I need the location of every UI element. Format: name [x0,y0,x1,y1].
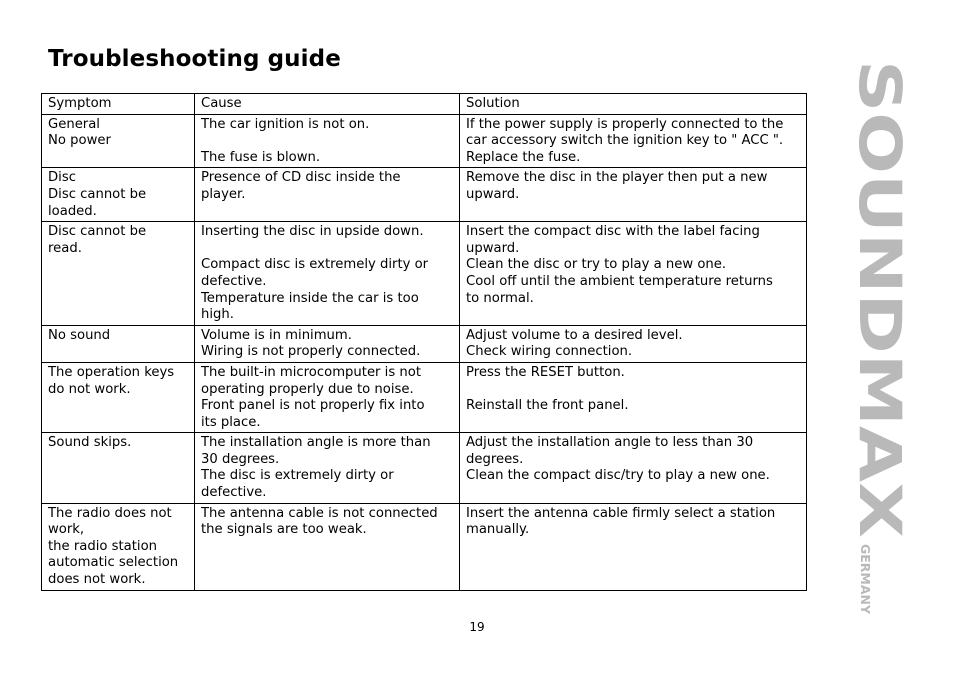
cell-line: Reinstall the front panel. [466,398,629,414]
table-row [42,222,807,326]
cell-cause [195,503,460,590]
cell-cause [195,325,460,362]
cell-line: Press the RESET button. [466,364,625,380]
cell-line: No sound [48,327,111,343]
cell-symptom [42,503,195,590]
cell-cause [195,114,460,168]
cell-solution [460,222,807,326]
cell-symptom [42,325,195,362]
page-number: 19 [469,620,485,634]
cell-line: its place. [201,414,261,430]
cell-line: Replace the fuse. [466,149,581,165]
cell-cause [195,433,460,503]
cell-solution [460,362,807,432]
cell-line: Disc cannot be [48,186,147,202]
cell-line: do not work. [48,381,131,397]
cell-line: to normal. [466,290,534,306]
cell-line: The antenna cable is not connected [201,505,438,521]
table-header-row [42,94,807,115]
cell-line: Disc [48,170,76,186]
cell-line: the signals are too weak. [201,522,367,538]
cell-line: Front panel is not properly fix into [201,398,425,414]
cell-symptom [42,433,195,503]
cell-cause [195,222,460,326]
troubleshooting-table [41,93,807,591]
cell-line: operating properly due to noise. [201,381,414,397]
cell-line: Insert the antenna cable firmly select a station [466,505,776,521]
cell-line: player. [201,186,246,202]
column-header-symptom: Symptom [42,94,195,115]
cell-line: Adjust the installation angle to less than 30 [466,435,754,451]
column-header-cause: Cause [195,94,460,115]
cell-line [201,241,453,258]
cell-line: the radio station [48,538,158,554]
table-row [42,362,807,432]
brand-country: GERMANY [858,544,872,612]
cell-cause [195,362,460,432]
column-header-solution: Solution [460,94,807,115]
cell-line: The installation angle is more than [201,435,431,451]
cell-symptom [42,168,195,222]
cell-line: General [48,116,100,132]
cell-line: Wiring is not properly connected. [201,344,421,360]
table-body [42,114,807,590]
cell-solution [460,325,807,362]
cell-symptom [42,222,195,326]
cell-line: No power [48,133,111,149]
cell-solution [460,114,807,168]
table-row [42,168,807,222]
cell-line: The built-in microcomputer is not [201,364,421,380]
cell-solution [460,503,807,590]
cell-line: Remove the disc in the player then put a new [466,170,768,186]
cell-line: Insert the compact disc with the label facing [466,224,760,240]
cell-line: 30 degrees. [201,451,280,467]
table-row [42,433,807,503]
cell-line: high. [201,307,234,323]
table-row [42,503,807,590]
cell-line: read. [48,240,82,256]
cell-line: Presence of CD disc inside the [201,170,401,186]
table-row [42,325,807,362]
cell-line: upward. [466,240,520,256]
cell-line: The operation keys [48,364,175,380]
page-title: Troubleshooting guide [48,46,341,72]
cell-symptom [42,114,195,168]
cell-line: Check wiring connection. [466,344,633,360]
cell-line: The fuse is blown. [201,149,321,165]
cell-symptom [42,362,195,432]
cell-line: If the power supply is properly connected to the [466,116,784,132]
cell-line: Inserting the disc in upside down. [201,224,424,240]
cell-line: The disc is extremely dirty or [201,468,394,484]
cell-line: Clean the disc or try to play a new one. [466,257,727,273]
cell-solution [460,168,807,222]
cell-line: manually. [466,522,530,538]
cell-line: Cool off until the ambient temperature returns [466,273,773,289]
cell-line: loaded. [48,203,97,219]
cell-line: Disc cannot be [48,224,147,240]
cell-cause [195,168,460,222]
cell-line [201,133,453,150]
cell-line: Adjust volume to a desired level. [466,327,683,343]
cell-line: Temperature inside the car is too [201,290,419,306]
cell-line: upward. [466,186,520,202]
cell-line: defective. [201,485,267,501]
brand-wordmark: SOUNDMAX [846,60,914,443]
cell-line: Compact disc is extremely dirty or [201,257,429,273]
cell-line: Clean the compact disc/try to play a new one. [466,468,770,484]
cell-line: The radio does not [48,505,172,521]
cell-line: defective. [201,273,267,289]
table-row [42,114,807,168]
cell-solution [460,433,807,503]
cell-line: The car ignition is not on. [201,116,370,132]
cell-line: Volume is in minimum. [201,327,352,343]
cell-line [466,382,800,399]
cell-line: work, [48,522,85,538]
cell-line: degrees. [466,451,524,467]
cell-line: automatic selection [48,555,179,571]
cell-line: car accessory switch the ignition key to " ACC ". [466,133,784,149]
cell-line: does not work. [48,572,146,588]
cell-line: Sound skips. [48,435,132,451]
soundmax-logo [846,60,914,620]
